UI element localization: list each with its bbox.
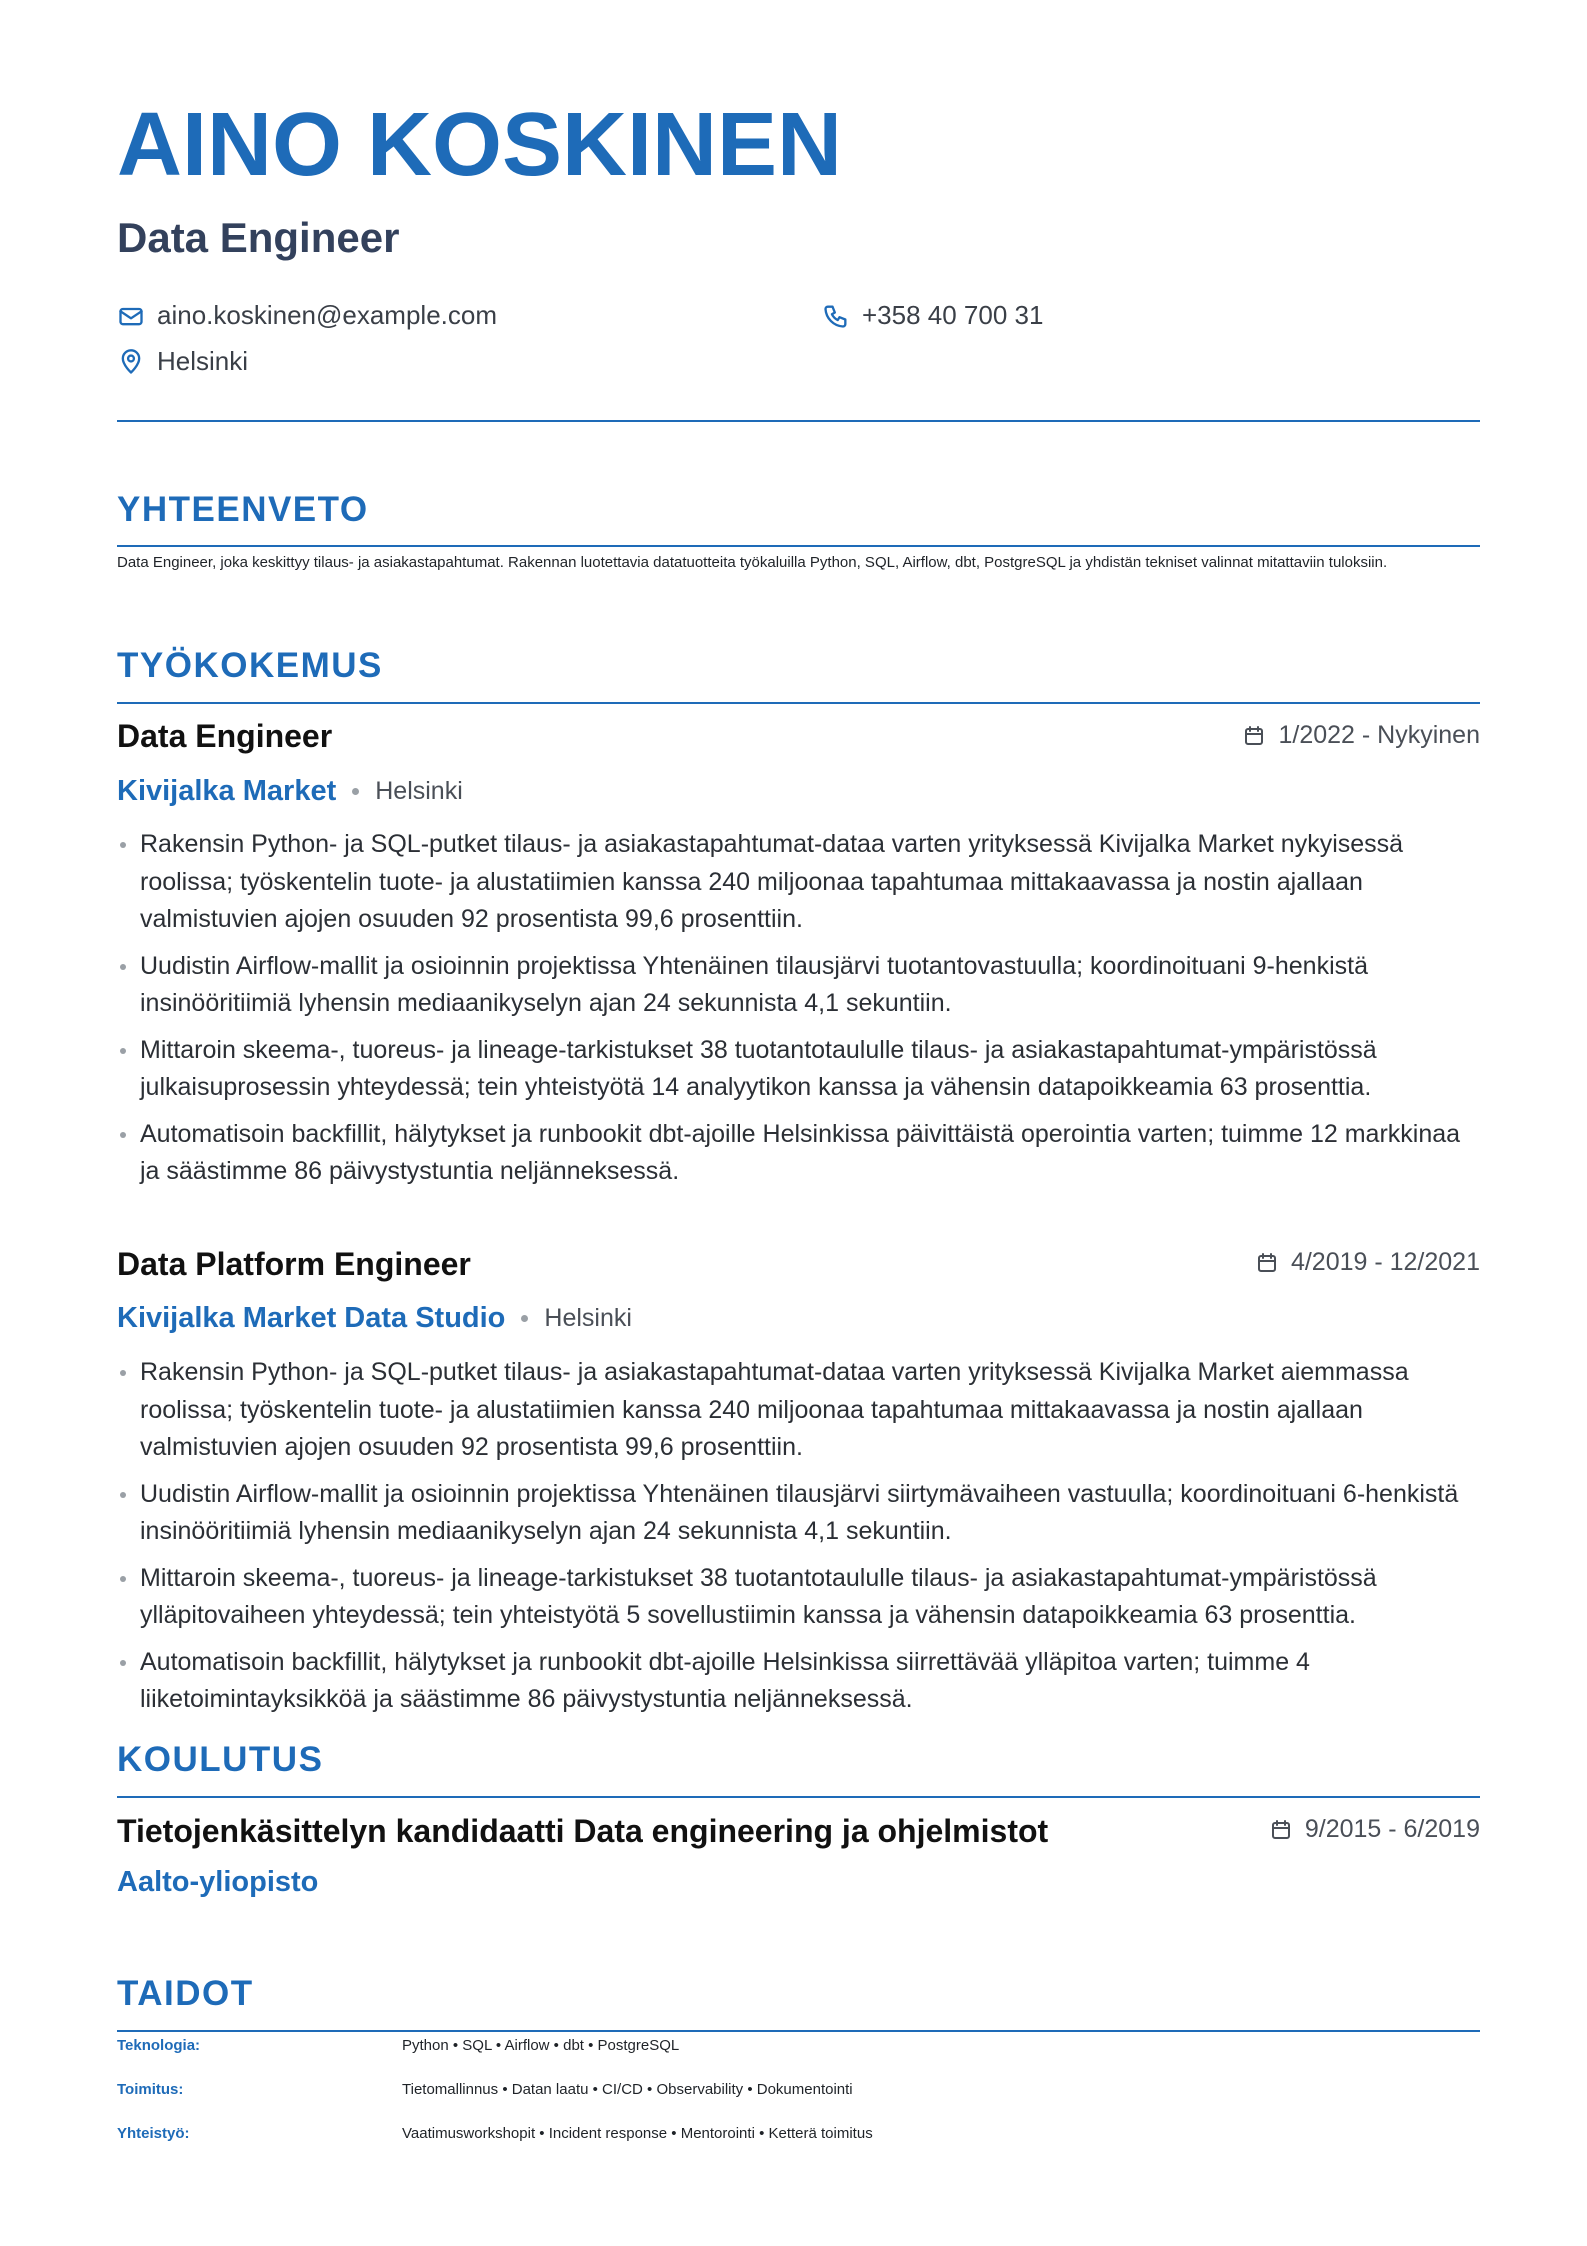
list-item: Rakensin Python- ja SQL-putket tilaus- ja asiakastapahtumat-dataa varten yrityksessä Kivijalka Market nykyisessä roolissa; työskentelin tuote- ja alustatiimien kanssa 240 miljoonaa tapahtumaa mittakaavassa ja nostin ajallaan valmistuvien ajojen osuuden 92 prosentista 99,6 prosenttiin. [117,826,1480,939]
list-item: Automatisoin backfillit, hälytykset ja runbookit dbt-ajoille Helsinkissa päivittäistä operointia varten; tuimme 12 markkinaa ja säästimme 86 päivystystuntia neljänneksessä. [117,1116,1480,1191]
list-item: Uudistin Airflow-mallit ja osioinnin projektissa Yhtenäinen tilausjärvi tuotantovastuulla; koordinoituani 9-henkistä insinööritiimiä lyhensin mediaanikyselyn ajan 24 sekunnista 4,1 sekuntiin. [117,948,1480,1023]
school-name: Aalto-yliopisto [117,1866,319,1898]
contact-email[interactable] [117,300,497,331]
experience-divider [117,702,1480,704]
phone-text: +358 40 700 31 [862,300,1044,330]
job-title: Data Engineer [117,718,333,754]
map-pin-icon [117,348,145,376]
education-dates [1269,1817,1480,1842]
separator-dot [521,1315,528,1322]
job-dates-text: 4/2019 - 12/2021 [1290,1248,1480,1276]
separator-dot [352,788,359,795]
contact-phone[interactable] [822,300,1043,331]
list-item: Rakensin Python- ja SQL-putket tilaus- ja asiakastapahtumat-dataa varten yrityksessä Kivijalka Market aiemmassa roolissa; työskentelin tuote- ja alustatiimien kanssa 240 miljoonaa tapahtumaa mittakaavassa ja nostin ajallaan valmistuvien ajojen osuuden 92 prosentista 99,6 prosenttiin. [117,1354,1480,1467]
job-bullets [117,1354,1480,1728]
education-heading: KOULUTUS [117,1740,324,1779]
job-location: Helsinki [375,777,463,805]
list-item: Uudistin Airflow-mallit ja osioinnin projektissa Yhtenäinen tilausjärvi siirtymävaiheen vastuulla; koordinoituani 6-henkistä insinööritiimiä lyhensin mediaanikyselyn ajan 24 sekunnista 4,1 sekuntiin. [117,1476,1480,1551]
calendar-icon [1255,1251,1279,1275]
skill-label: Toimitus: [117,2081,184,2098]
skills-divider [117,2030,1480,2032]
header-divider [117,420,1480,422]
summary-heading: YHTEENVETO [117,490,369,529]
job-location: Helsinki [544,1304,632,1332]
experience-heading: TYÖKOKEMUS [117,646,383,685]
location-text: Helsinki [157,346,249,376]
skill-values: Vaatimusworkshopit • Incident response • Mentorointi • Ketterä toimitus [402,2125,873,2142]
company-name: Kivijalka Market Data Studio [117,1302,506,1334]
skill-label: Yhteistyö: [117,2125,190,2142]
candidate-role: Data Engineer [117,214,400,261]
job-dates-text: 1/2022 - Nykyinen [1278,721,1480,749]
contact-location [117,346,248,377]
summary-divider [117,545,1480,547]
mail-icon [117,302,145,330]
email-text: aino.koskinen@example.com [157,300,498,330]
list-item: Mittaroin skeema-, tuoreus- ja lineage-tarkistukset 38 tuotantotaululle tilaus- ja asiakastapahtumat-ympäristössä julkaisuprosessin yhteydessä; tein yhteistyötä 14 analyytikon kanssa ja vähensin datapoikkeamia 63 prosenttia. [117,1032,1480,1107]
candidate-name: AINO KOSKINEN [117,95,843,195]
list-item: Mittaroin skeema-, tuoreus- ja lineage-tarkistukset 38 tuotantotaululle tilaus- ja asiakastapahtumat-ympäristössä ylläpitovaiheen yhteydessä; tein yhteistyötä 5 sovellustiimin kanssa ja vähensin datapoikkeamia 63 prosenttia. [117,1560,1480,1635]
company-name: Kivijalka Market [117,775,337,807]
degree-title: Tietojenkäsittelyn kandidaatti Data engineering ja ohjelmistot [117,1813,1049,1849]
summary-text: Data Engineer, joka keskittyy tilaus- ja asiakastapahtumat. Rakennan luotettavia datatuotteita työkaluilla Python, SQL, Airflow, dbt, PostgreSQL ja yhdistän tekniset valinnat mitattaviin tuloksiin. [117,554,1388,571]
job-company-row [117,777,463,806]
calendar-icon [1269,1818,1293,1842]
job-bullets [117,826,1480,1200]
education-dates-text: 9/2015 - 6/2019 [1304,1815,1480,1843]
skills-heading: TAIDOT [117,1974,254,2013]
phone-icon [822,302,850,330]
skill-values: Python • SQL • Airflow • dbt • PostgreSQL [402,2037,680,2054]
job-dates [1255,1250,1480,1275]
school-row [117,1868,318,1897]
calendar-icon [1242,724,1266,748]
job-company-row [117,1304,632,1333]
job-dates [1242,723,1480,748]
skill-values: Tietomallinnus • Datan laatu • CI/CD • Observability • Dokumentointi [402,2081,853,2098]
list-item: Automatisoin backfillit, hälytykset ja runbookit dbt-ajoille Helsinkissa siirrettävää ylläpitoa varten; tuimme 4 liiketoimintayksikköä ja säästimme 86 päivystystuntia neljänneksessä. [117,1644,1480,1719]
skill-label: Teknologia: [117,2037,201,2054]
job-title: Data Platform Engineer [117,1246,471,1282]
education-divider [117,1796,1480,1798]
